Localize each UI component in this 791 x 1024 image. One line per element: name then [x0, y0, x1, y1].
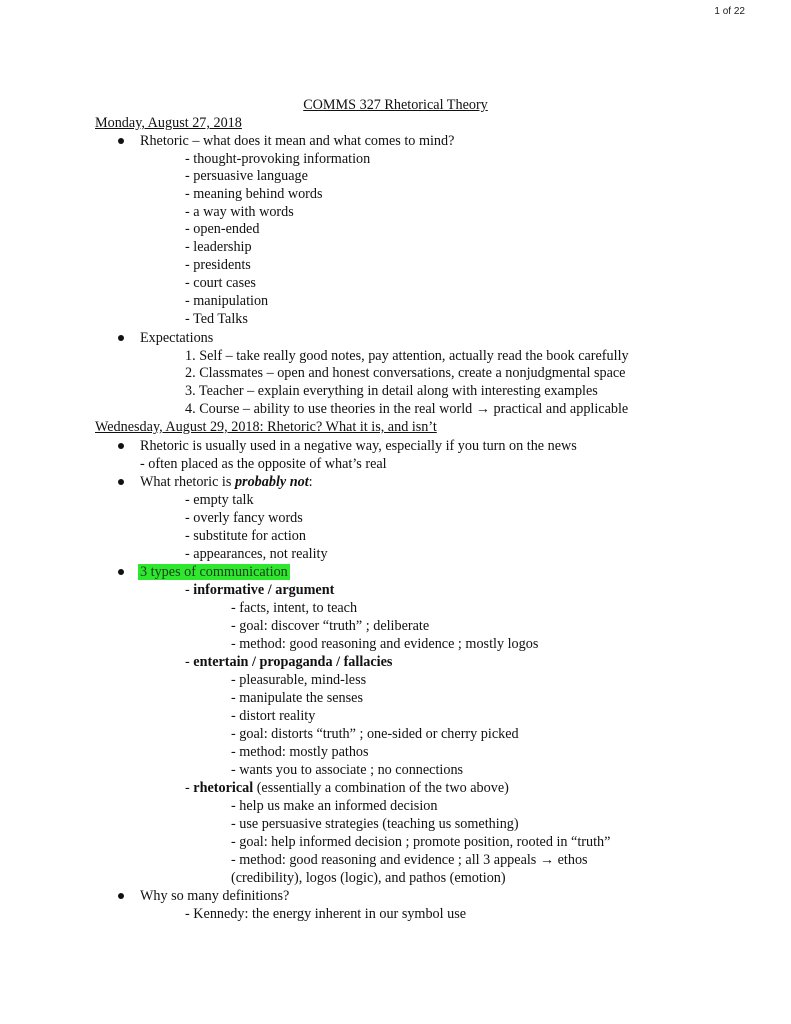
page-counter: 1 of 22: [714, 6, 745, 17]
type-label: entertain / propaganda / fallacies: [193, 654, 393, 670]
list-item: 4. Course – ability to use theories in the real world → practical and applicable: [185, 401, 629, 417]
bullet-icon: [118, 335, 124, 341]
list-item: - a way with words: [185, 204, 294, 220]
list-item: - help us make an informed decision: [231, 798, 438, 814]
list-item: 1. Self – take really good notes, pay attention, actually read the book carefully: [185, 348, 629, 364]
bullet-icon: [118, 138, 124, 144]
bullet-negative-use: Rhetoric is usually used in a negative way, especially if you turn on the news: [140, 438, 577, 454]
list-item: - court cases: [185, 275, 256, 291]
list-item: - method: good reasoning and evidence ; mostly logos: [231, 636, 539, 652]
bullet-icon: [118, 569, 124, 575]
list-item: - wants you to associate ; no connections: [231, 762, 464, 778]
list-item: - leadership: [185, 239, 252, 255]
type-informative: - informative / argument: [185, 582, 335, 598]
bullet-probably-not: [140, 473, 313, 491]
list-item: - substitute for action: [185, 528, 306, 544]
list-item: - distort reality: [231, 708, 316, 724]
bullet-icon: [118, 443, 124, 449]
list-item: (credibility), logos (logic), and pathos (emotion): [231, 870, 506, 886]
list-item: 3. Teacher – explain everything in detail along with interesting examples: [185, 383, 598, 399]
list-item: 2. Classmates – open and honest conversations, create a nonjudgmental space: [185, 365, 626, 381]
type-label: rhetorical: [193, 780, 254, 796]
bullet-text: :: [308, 474, 313, 490]
type-note: (essentially a combination of the two above): [253, 780, 509, 796]
type-rhetorical: - rhetorical (essentially a combination of the two above): [185, 780, 509, 796]
list-item: - method: mostly pathos: [231, 744, 369, 760]
type-label: informative / argument: [193, 582, 335, 598]
bullet-rhetoric-meaning: Rhetoric – what does it mean and what comes to mind?: [140, 133, 455, 149]
list-item: - facts, intent, to teach: [231, 600, 358, 616]
type-entertain: - entertain / propaganda / fallacies: [185, 654, 393, 670]
list-item: - appearances, not reality: [185, 546, 328, 562]
list-item: - open-ended: [185, 221, 260, 237]
list-item: - manipulate the senses: [231, 690, 363, 706]
date-heading-aug-29: Wednesday, August 29, 2018: Rhetoric? What it is, and isn’t: [95, 419, 437, 435]
list-item: - Kennedy: the energy inherent in our symbol use: [185, 906, 467, 922]
document-title: COMMS 327 Rhetorical Theory: [303, 97, 488, 113]
list-item: - thought-provoking information: [185, 151, 371, 167]
list-item: - use persuasive strategies (teaching us something): [231, 816, 519, 832]
list-item: - method: good reasoning and evidence ; all 3 appeals → ethos: [231, 852, 588, 868]
list-item: - goal: distorts “truth” ; one-sided or cherry picked: [231, 726, 519, 742]
bullet-text: What rhetoric is: [140, 474, 235, 490]
list-item: - manipulation: [185, 293, 269, 309]
bullet-types-of-communication: [138, 563, 290, 581]
list-item: - goal: help informed decision ; promote position, rooted in “truth”: [231, 834, 611, 850]
list-item: - presidents: [185, 257, 251, 273]
emphasis-text: probably not: [234, 474, 309, 490]
bullet-icon: [118, 893, 124, 899]
date-heading-aug-27: Monday, August 27, 2018: [95, 115, 242, 131]
list-item: - meaning behind words: [185, 186, 323, 202]
highlighted-text: 3 types of communication: [140, 564, 288, 580]
list-item: - persuasive language: [185, 168, 308, 184]
list-item: - often placed as the opposite of what’s real: [140, 456, 387, 472]
list-item: - goal: discover “truth” ; deliberate: [231, 618, 430, 634]
bullet-expectations: Expectations: [140, 330, 214, 346]
list-item: - Ted Talks: [185, 311, 248, 327]
list-item: - empty talk: [185, 492, 254, 508]
bullet-definitions: Why so many definitions?: [140, 888, 290, 904]
list-item: - pleasurable, mind-less: [231, 672, 367, 688]
bullet-icon: [118, 479, 124, 485]
list-item: - overly fancy words: [185, 510, 303, 526]
